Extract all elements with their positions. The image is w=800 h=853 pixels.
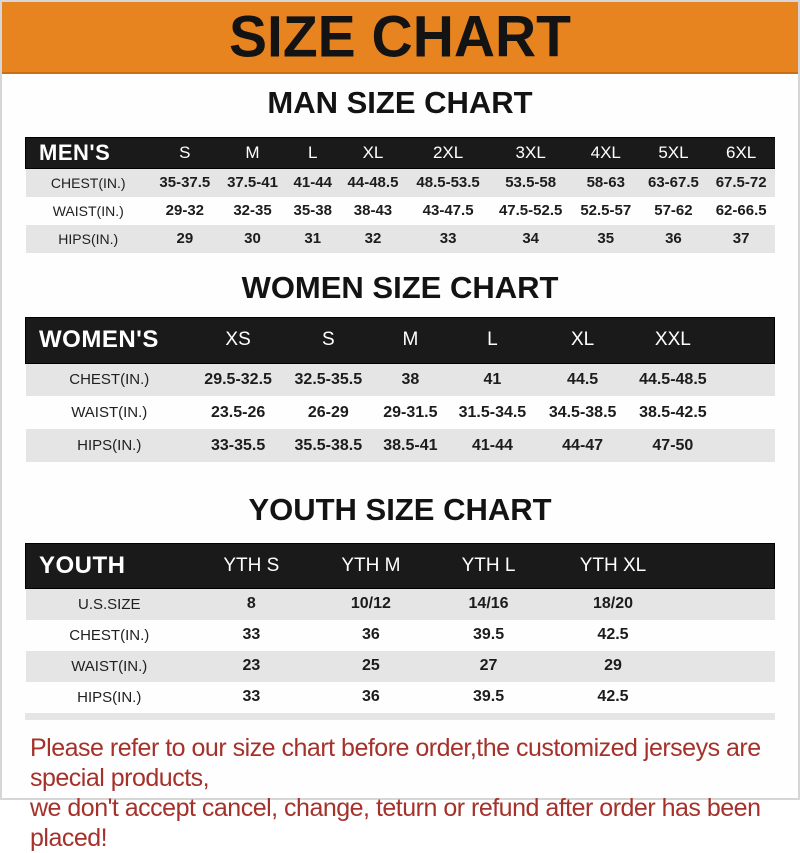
women-table-row bbox=[26, 429, 775, 462]
men-row-label: HIPS(IN.) bbox=[58, 230, 119, 247]
youth-table-row bbox=[26, 651, 775, 682]
youth-row-label: CHEST(IN.) bbox=[69, 626, 150, 644]
women-column-header: XS bbox=[193, 317, 283, 363]
women-row-label: CHEST(IN.) bbox=[69, 371, 150, 389]
men-column-header: 6XL bbox=[707, 138, 775, 169]
youth-corner-label: YOUTH bbox=[26, 544, 194, 589]
women-value-cell: 38.5-42.5 bbox=[639, 403, 707, 421]
youth-value-cell: 33 bbox=[242, 688, 261, 705]
men-value-cell: 62-66.5 bbox=[715, 202, 767, 219]
women-value-cell: 44-47 bbox=[562, 436, 604, 454]
footer-line-2: we don't accept cancel, change, teturn or refund after order has been placed! bbox=[30, 793, 761, 852]
youth-header-filler bbox=[681, 544, 775, 589]
women-row-label: HIPS(IN.) bbox=[77, 437, 142, 454]
youth-row-label: U.S.SIZE bbox=[77, 595, 141, 613]
men-value-cell: 67.5-72 bbox=[715, 174, 767, 192]
men-value-cell: 32 bbox=[364, 230, 382, 247]
men-value-cell: 32-35 bbox=[233, 202, 272, 219]
section-men bbox=[2, 87, 798, 253]
youth-value-cell: 42.5 bbox=[597, 626, 629, 643]
men-value-cell: 52.5-57 bbox=[580, 202, 632, 219]
section-youth bbox=[2, 494, 798, 720]
men-column-header: L bbox=[286, 138, 339, 169]
women-value-cell: 35.5-38.5 bbox=[294, 436, 363, 454]
banner bbox=[2, 2, 798, 74]
men-value-cell: 29 bbox=[176, 230, 194, 247]
women-value-cell: 47-50 bbox=[652, 436, 694, 454]
youth-table-bottom-strip bbox=[25, 713, 775, 720]
women-size-table bbox=[25, 317, 775, 463]
men-value-cell: 31 bbox=[304, 230, 322, 247]
women-section-title: WOMEN SIZE CHART bbox=[241, 269, 559, 305]
women-value-cell: 31.5-34.5 bbox=[458, 403, 527, 421]
youth-row-filler bbox=[681, 589, 775, 620]
youth-row-filler bbox=[681, 682, 775, 713]
women-value-cell: 41 bbox=[483, 370, 502, 388]
youth-value-cell: 36 bbox=[362, 626, 380, 643]
youth-value-cell: 14/16 bbox=[468, 595, 509, 613]
men-column-header: 5XL bbox=[640, 138, 708, 169]
women-header-filler bbox=[718, 317, 775, 363]
men-value-cell: 43-47.5 bbox=[422, 202, 474, 219]
women-value-cell: 23.5-26 bbox=[210, 403, 266, 421]
women-value-cell: 38 bbox=[401, 370, 420, 388]
men-table-row bbox=[26, 225, 776, 253]
women-column-header: L bbox=[447, 317, 537, 363]
men-corner-label: MEN'S bbox=[26, 138, 152, 169]
men-value-cell: 35-38 bbox=[293, 202, 332, 219]
men-value-cell: 57-62 bbox=[654, 202, 693, 219]
men-table-row bbox=[26, 197, 776, 225]
women-header-row bbox=[26, 317, 775, 363]
women-value-cell: 29-31.5 bbox=[383, 403, 438, 421]
youth-row-filler bbox=[681, 651, 775, 682]
youth-value-cell: 23 bbox=[242, 657, 261, 674]
youth-section-title: YOUTH SIZE CHART bbox=[248, 492, 552, 527]
men-value-cell: 35-37.5 bbox=[159, 174, 211, 192]
women-value-cell: 44.5-48.5 bbox=[639, 370, 707, 388]
youth-column-header: YTH L bbox=[432, 544, 545, 589]
men-column-header: S bbox=[151, 138, 219, 169]
youth-value-cell: 27 bbox=[479, 657, 498, 674]
youth-column-header: YTH XL bbox=[545, 544, 681, 589]
men-header-row bbox=[26, 138, 776, 169]
men-value-cell: 33 bbox=[439, 230, 457, 247]
men-value-cell: 29-32 bbox=[165, 202, 205, 219]
men-value-cell: 44-48.5 bbox=[347, 174, 399, 192]
men-table-row bbox=[26, 169, 776, 197]
women-value-cell: 32.5-35.5 bbox=[294, 370, 363, 388]
men-value-cell: 37 bbox=[732, 230, 750, 247]
youth-value-cell: 33 bbox=[242, 626, 261, 643]
men-section-title: MAN SIZE CHART bbox=[267, 85, 533, 120]
men-value-cell: 37.5-41 bbox=[227, 174, 278, 192]
women-value-cell: 38.5-41 bbox=[383, 436, 438, 454]
men-column-header: 4XL bbox=[572, 138, 640, 169]
men-column-header: XL bbox=[339, 138, 407, 169]
women-value-cell: 29.5-32.5 bbox=[204, 370, 272, 388]
youth-row-label: WAIST(IN.) bbox=[71, 657, 148, 675]
women-column-header: XL bbox=[538, 317, 628, 363]
women-value-cell: 33-35.5 bbox=[210, 436, 266, 454]
men-value-cell: 53.5-58 bbox=[505, 174, 557, 192]
men-value-cell: 48.5-53.5 bbox=[416, 174, 480, 192]
footer-note bbox=[30, 733, 798, 853]
men-size-table bbox=[25, 137, 775, 253]
women-column-header: M bbox=[373, 317, 447, 363]
youth-value-cell: 42.5 bbox=[597, 688, 629, 705]
youth-row-filler bbox=[681, 620, 775, 651]
women-value-cell: 41-44 bbox=[471, 436, 513, 454]
youth-header-row bbox=[26, 544, 775, 589]
youth-table-row bbox=[26, 589, 775, 620]
men-value-cell: 30 bbox=[244, 230, 261, 247]
youth-value-cell: 8 bbox=[246, 595, 256, 613]
women-row-filler bbox=[718, 429, 775, 462]
men-value-cell: 36 bbox=[665, 230, 682, 247]
men-row-label: CHEST(IN.) bbox=[50, 174, 126, 191]
youth-value-cell: 10/12 bbox=[350, 595, 391, 613]
youth-column-header: YTH S bbox=[193, 544, 310, 589]
men-row-label: WAIST(IN.) bbox=[52, 202, 124, 219]
women-value-cell: 44.5 bbox=[567, 370, 599, 388]
footer-line-1: Please refer to our size chart before order,the customized jerseys are special products, bbox=[30, 733, 761, 792]
youth-row-label: HIPS(IN.) bbox=[77, 688, 142, 706]
men-value-cell: 34 bbox=[522, 230, 539, 247]
men-column-header: 3XL bbox=[489, 138, 572, 169]
section-women bbox=[2, 269, 798, 463]
youth-value-cell: 25 bbox=[362, 657, 380, 674]
women-row-filler bbox=[718, 363, 775, 396]
youth-value-cell: 39.5 bbox=[472, 626, 505, 643]
men-value-cell: 35 bbox=[597, 230, 615, 247]
men-value-cell: 58-63 bbox=[586, 174, 625, 192]
men-value-cell: 63-67.5 bbox=[648, 174, 699, 192]
men-column-header: M bbox=[219, 138, 287, 169]
youth-value-cell: 18/20 bbox=[592, 595, 634, 613]
women-corner-label: WOMEN'S bbox=[26, 317, 194, 363]
women-column-header: XXL bbox=[628, 317, 718, 363]
youth-value-cell: 36 bbox=[362, 688, 380, 705]
youth-value-cell: 39.5 bbox=[472, 688, 505, 705]
women-table-row bbox=[26, 363, 775, 396]
youth-table-row bbox=[26, 682, 775, 713]
women-column-header: S bbox=[283, 317, 373, 363]
men-value-cell: 38-43 bbox=[353, 202, 393, 219]
youth-column-header: YTH M bbox=[310, 544, 432, 589]
women-row-label: WAIST(IN.) bbox=[71, 404, 148, 421]
women-row-filler bbox=[718, 396, 775, 429]
youth-size-table bbox=[25, 543, 775, 713]
men-value-cell: 41-44 bbox=[293, 174, 332, 192]
men-column-header: 2XL bbox=[407, 138, 490, 169]
women-value-cell: 26-29 bbox=[307, 403, 349, 421]
youth-value-cell: 29 bbox=[604, 657, 622, 674]
women-value-cell: 34.5-38.5 bbox=[548, 403, 617, 421]
youth-table-row bbox=[26, 620, 775, 651]
women-table-row bbox=[26, 396, 775, 429]
men-value-cell: 47.5-52.5 bbox=[498, 202, 563, 219]
banner-title: SIZE CHART bbox=[229, 3, 571, 70]
